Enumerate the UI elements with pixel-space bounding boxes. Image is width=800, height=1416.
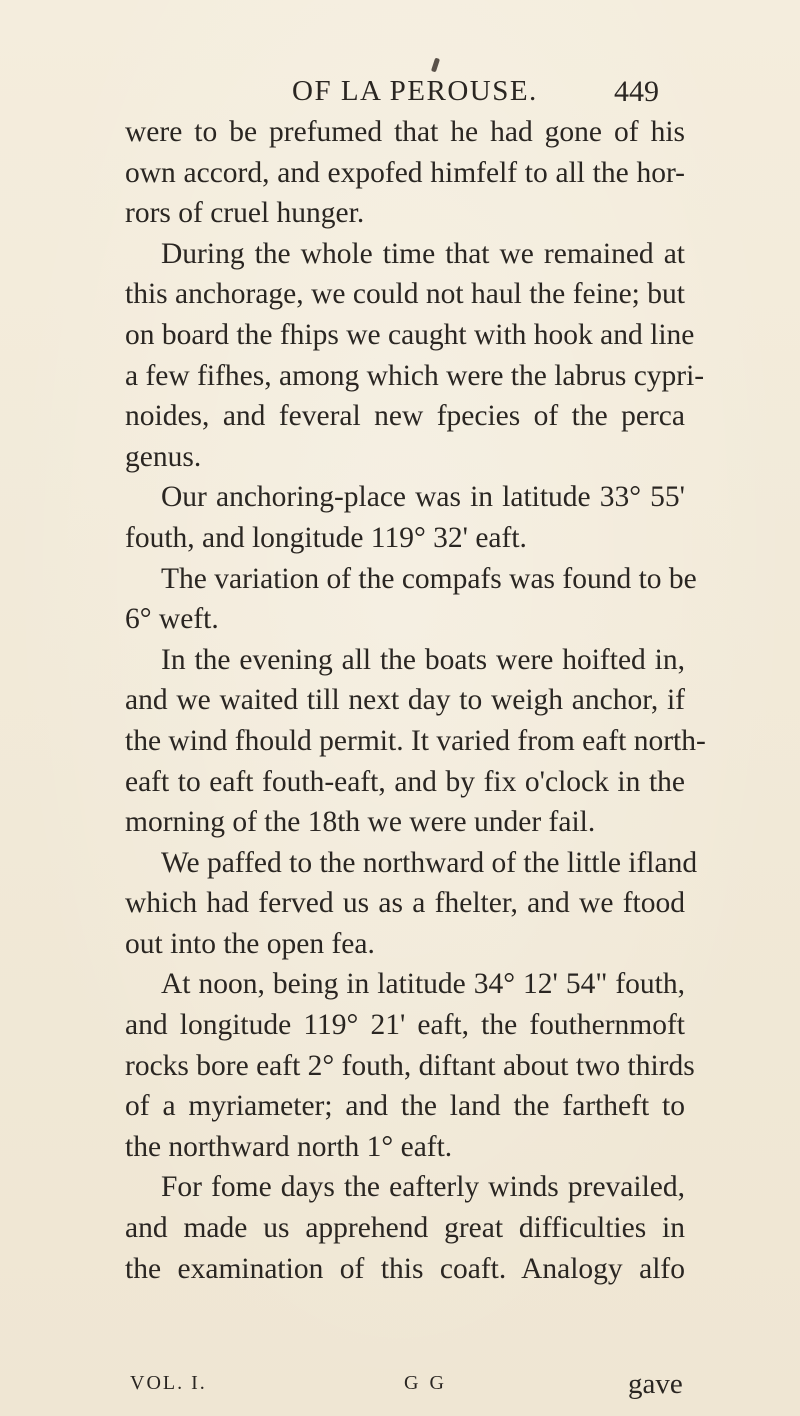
text-line: were to be prefumed that he had gone of his xyxy=(125,116,685,148)
page-header xyxy=(0,75,800,115)
text-line: For fome days the eafterly winds prevailed, xyxy=(161,1171,685,1204)
text-line: which had ferved us as a fhelter, and we ftood xyxy=(125,887,685,920)
text-line: noides, and feveral new fpecies of the perca xyxy=(125,400,685,433)
catchword: gave xyxy=(628,1368,683,1400)
text-line: on board the fhips we caught with hook and line xyxy=(125,318,695,351)
text-line: this anchorage, we could not haul the feine; but xyxy=(125,278,685,311)
text-line: rors of cruel hunger. xyxy=(125,197,365,230)
text-line: the northward north 1° eaft. xyxy=(125,1130,453,1163)
signature-mark: G G xyxy=(404,1372,447,1394)
page-number: 449 xyxy=(614,75,659,108)
body-text xyxy=(125,112,706,1289)
ink-mark xyxy=(431,58,440,73)
text-line: and we waited till next day to weigh anchor, if xyxy=(125,684,685,717)
text-line: Our anchoring-place was in latitude 33° 55' xyxy=(161,481,685,514)
text-line: a few fifhes, among which were the labrus cypri- xyxy=(125,359,705,392)
text-line: morning of the 18th we were under fail. xyxy=(125,806,596,839)
text-line: and longitude 119° 21' eaft, the fouthernmoft xyxy=(125,1009,685,1042)
text-line: genus. xyxy=(125,440,202,473)
running-title: OF LA PEROUSE. xyxy=(292,75,538,107)
text-line: own accord, and expofed himfelf to all the hor- xyxy=(125,156,685,189)
text-line: During the whole time that we remained at xyxy=(161,237,685,270)
text-line: the wind fhould permit. It varied from eaft north- xyxy=(125,724,706,757)
page-footer xyxy=(0,1368,800,1406)
text-line: At noon, being in latitude 34° 12' 54" fouth, xyxy=(161,968,685,1001)
text-line: out into the open fea. xyxy=(125,927,375,960)
text-line: of a myriameter; and the land the fartheft to xyxy=(125,1090,685,1123)
text-line: rocks bore eaft 2° fouth, diftant about two thirds xyxy=(125,1049,695,1082)
volume-label: VOL. I. xyxy=(130,1372,207,1394)
text-line: We paffed to the northward of the little ifland xyxy=(161,846,698,879)
text-line: eaft to eaft fouth-eaft, and by fix o'clock in the xyxy=(125,765,685,798)
text-line: 6° weft. xyxy=(125,603,219,636)
text-line: the examination of this coaft. Analogy alfo xyxy=(125,1252,685,1285)
text-line: and made us apprehend great difficulties in xyxy=(125,1212,685,1245)
text-line: The variation of the compafs was found to be xyxy=(161,562,697,595)
text-line: fouth, and longitude 119° 32' eaft. xyxy=(125,521,527,554)
text-line: In the evening all the boats were hoifted in, xyxy=(161,643,685,676)
